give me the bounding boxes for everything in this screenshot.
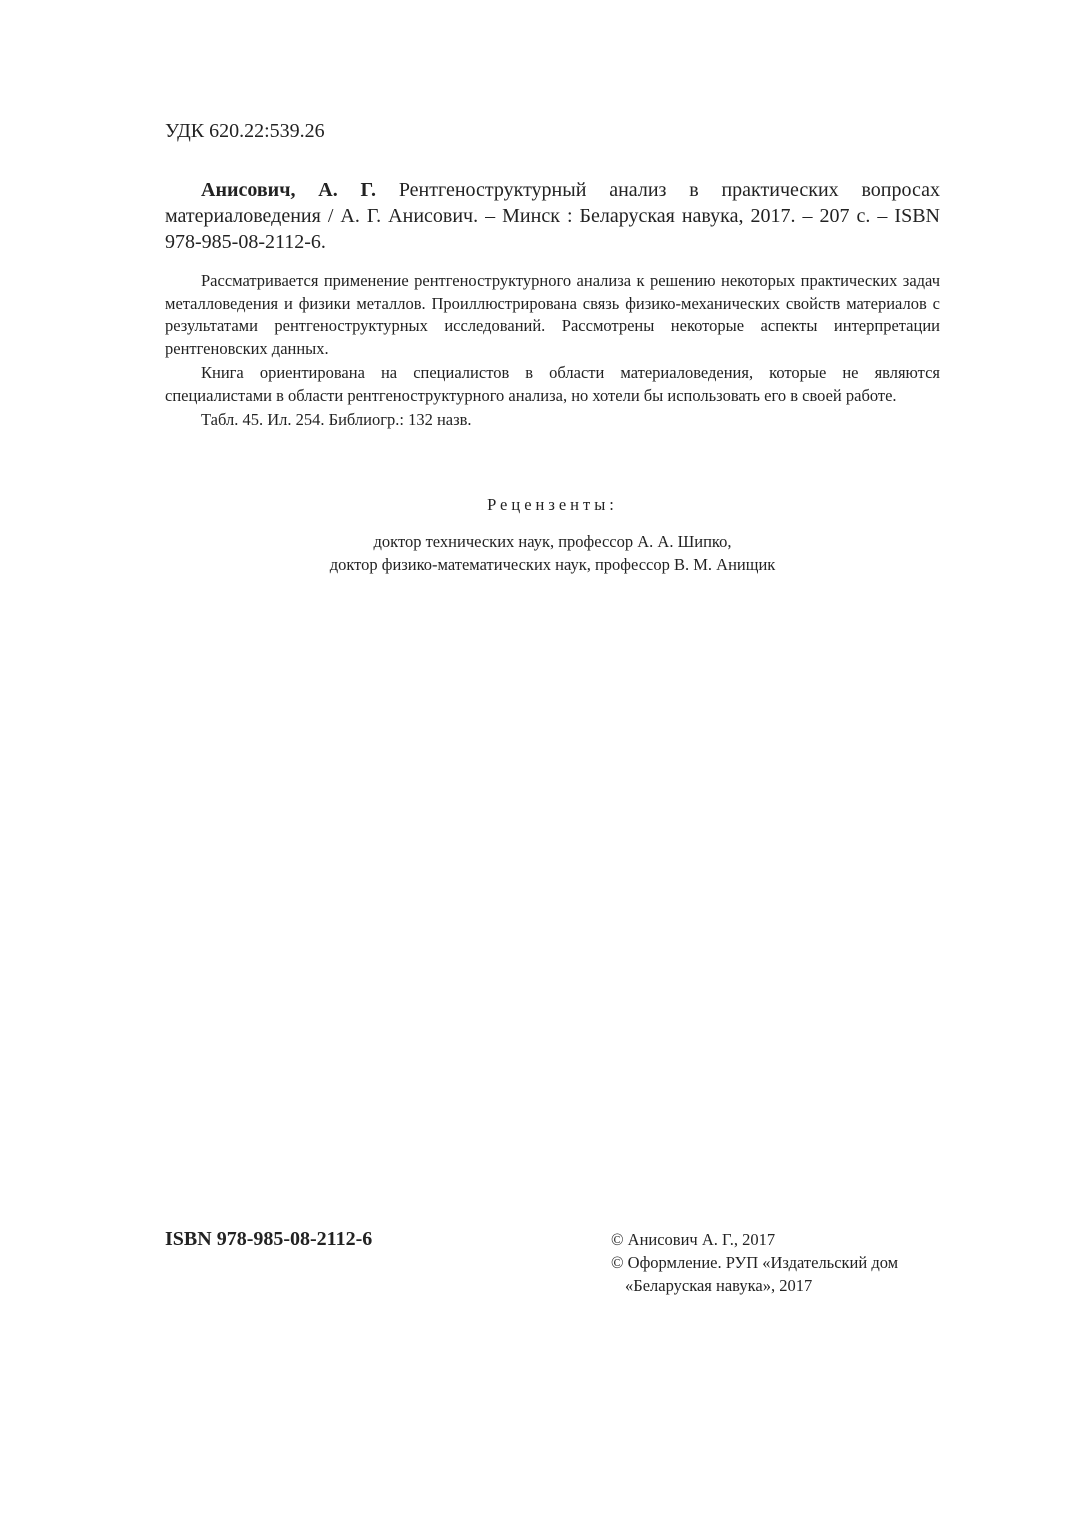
bibliographic-record: [165, 177, 940, 255]
copyright-block: [611, 1228, 898, 1297]
copyright-author: © Анисович А. Г., 2017: [611, 1230, 776, 1249]
copyright-publisher: «Беларуская навука», 2017: [625, 1276, 813, 1295]
annotation-stats: Табл. 45. Ил. 254. Библиогр.: 132 назв.: [201, 410, 472, 429]
reviewers-heading: Рецензенты:: [487, 495, 618, 514]
author-name: Анисович, А. Г.: [201, 179, 377, 201]
reviewers-list: [165, 530, 940, 576]
annotation-paragraph: Рассматривается применение рентгеноструктурного анализа к решению некоторых практических задач металловедения и физики металлов. Проиллюстрирована связь физико-механических свойств материалов с результатами рентгеноструктурных исследований. Рассмотрены некоторые аспекты интерпретации рентгеновских данных.: [165, 271, 940, 358]
isbn: ISBN 978-985-08-2112-6: [165, 1228, 373, 1250]
annotation-paragraph: Книга ориентирована на специалистов в области материаловедения, которые не являются специалистами в области рентгеноструктурного анализа, но хотели бы использовать его в своей работе.: [165, 363, 940, 405]
bibliographic-description: Рентгеноструктурный анализ в практических вопросах материаловедения / А. Г. Анисович. – Минск : Беларуская навука, 2017. – 207 с. – ISBN 978-985-08-2112-6.: [165, 179, 940, 253]
copyright-design: © Оформление. РУП «Издательский дом: [611, 1253, 899, 1272]
udk-code: УДК 620.22:539.26: [165, 120, 325, 142]
annotation: [165, 270, 940, 434]
reviewer-line: доктор физико-математических наук, профессор В. М. Анищик: [329, 555, 776, 574]
reviewer-line: доктор технических наук, профессор А. А. Шипко,: [373, 532, 732, 551]
